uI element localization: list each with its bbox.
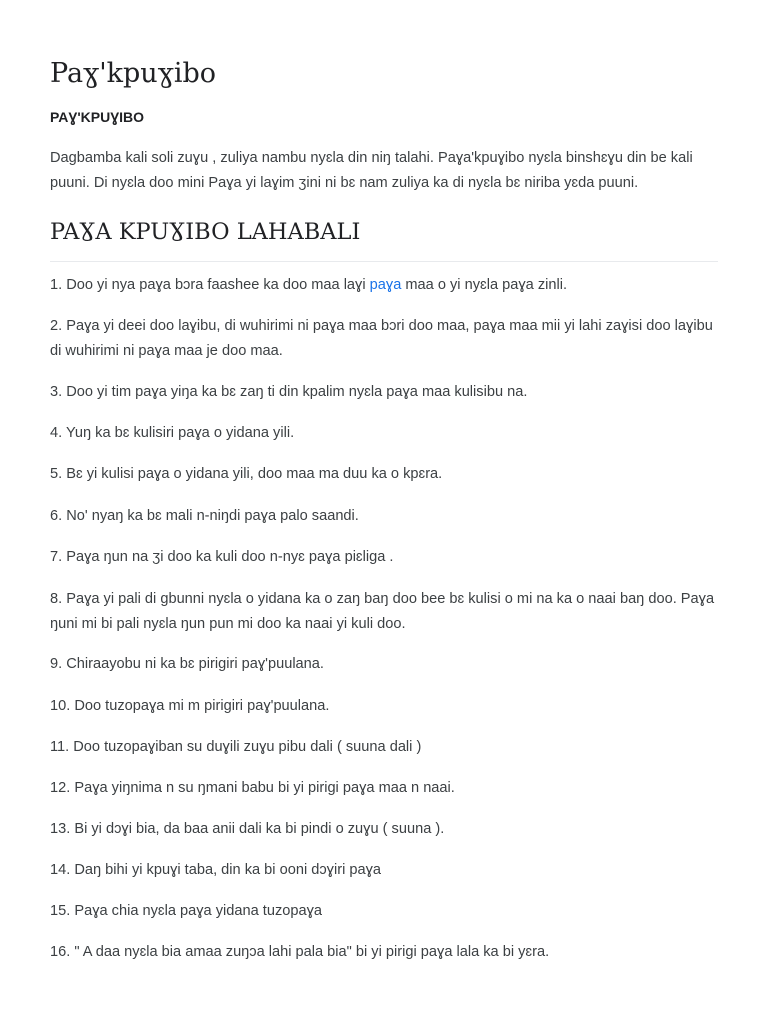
intro-paragraph: Dagbamba kali soli zuɣu , zuliya nambu nyɛla din niŋ talahi. Paɣa'kpuɣibo nyɛla binshɛɣu din be kali puuni. Di nyɛla doo mini Paɣa yi laɣim ʒini ni bɛ nam zuliya ka di nyɛla bɛ niriba yɛda puuni. — [50, 150, 693, 191]
section-heading: PAƔA KPUƔIBO LAHABALI — [50, 219, 361, 245]
list-item-9: 9. Chiraayobu ni ka bɛ pirigiri paɣ'puulana. — [50, 656, 324, 672]
list-item-6: 6. No' nyaŋ ka bɛ mali n-niŋdi paɣa palo saandi. — [50, 508, 359, 524]
list-item-2: 2. Paɣa yi deei doo laɣibu, di wuhirimi ni paɣa maa bɔri doo maa, paɣa maa mii yi lahi zaɣisi doo laɣibu di wuhirimi ni paɣa maa je doo maa. — [50, 318, 713, 359]
list-item-1 — [50, 273, 722, 298]
list-item-4: 4. Yuŋ ka bɛ kulisiri paɣa o yidana yili. — [50, 425, 295, 441]
list-item-1-text-before: 1. Doo yi nya paɣa bɔra faashee ka doo maa laɣi — [50, 277, 370, 293]
list-item-8: 8. Paɣa yi pali di gbunni nyɛla o yidana ka o zaŋ baŋ doo bee bɛ kulisi o mi na ka o naai baŋ doo. Paɣa ŋuni mi bi pali nyɛla ŋun pun mi doo ka naai yi kuli doo. — [50, 591, 715, 632]
list-item-1-text-after: maa o yi nyɛla paɣa zinli. — [401, 277, 568, 293]
list-item-10: 10. Doo tuzopaɣa mi m pirigiri paɣ'puulana. — [50, 698, 330, 714]
list-item-15: 15. Paɣa chia nyɛla paɣa yidana tuzopaɣa — [50, 903, 323, 919]
list-item-12: 12. Paɣa yiŋnima n su ŋmani babu bi yi pirigi paɣa maa n naai. — [50, 780, 455, 796]
list-item-5: 5. Bɛ yi kulisi paɣa o yidana yili, doo maa ma duu ka o kpɛra. — [50, 466, 443, 482]
page-subheading: PAƔ'KPUƔIBO — [50, 109, 145, 125]
paga-link[interactable]: paɣa — [369, 277, 402, 293]
list-item-16: 16. " A daa nyɛla bia amaa zuŋɔa lahi pala bia" bi yi pirigi paɣa lala ka bi yɛra. — [50, 944, 550, 960]
list-item-14: 14. Daŋ bihi yi kpuɣi taba, din ka bi ooni dɔɣiri paɣa — [50, 862, 382, 878]
list-item-7: 7. Paɣa ŋun na ʒi doo ka kuli doo n-nyɛ paɣa piɛliga . — [50, 549, 394, 565]
page-title: Paɣ'kpuɣibo — [50, 58, 217, 89]
list-item-11: 11. Doo tuzopaɣiban su duɣili zuɣu pibu dali ( suuna dali ) — [50, 739, 422, 755]
section-divider — [50, 261, 718, 262]
list-item-3: 3. Doo yi tim paɣa yiŋa ka bɛ zaŋ ti din kpalim nyɛla paɣa maa kulisibu na. — [50, 384, 528, 400]
list-item-13: 13. Bi yi dɔɣi bia, da baa anii dali ka bi pindi o zuɣu ( suuna ). — [50, 821, 445, 837]
